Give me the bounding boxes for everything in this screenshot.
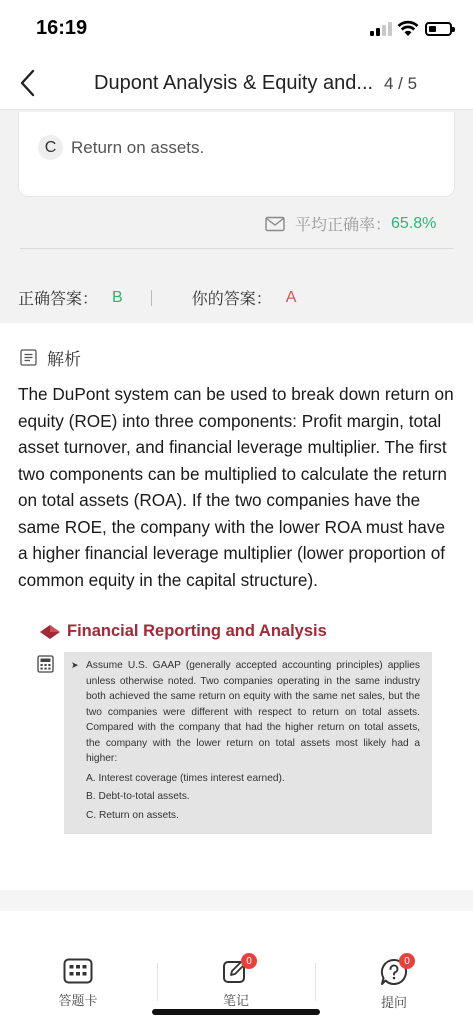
tab-divider (315, 963, 316, 1001)
tab-ask-label: 提问 (380, 995, 407, 1010)
source-header (38, 622, 327, 641)
explanation-text: The DuPont system can be used to break down return on equity (ROE) into three components: Profit margin, total asset turnover, and financial leverage multiplier. The first two components can be multiplied to calculate the return on total assets (ROA). If the two companies have the same ROE, the company with the lower ROA must have a higher financial leverage multiplier (lower proportion of common equity in the capital structure). (18, 384, 454, 590)
battery-icon (425, 22, 452, 36)
average-accuracy (265, 212, 436, 235)
source-choice-b: B. Debt-to-total assets. (86, 791, 190, 802)
calculator-icon (37, 655, 54, 673)
tab-divider (157, 963, 158, 1001)
status-bar (0, 0, 473, 54)
your-answer: A (285, 288, 297, 306)
accuracy-value: 65.8% (391, 214, 437, 232)
analysis-icon (20, 349, 37, 366)
analysis-header (20, 345, 81, 370)
source-question-box (64, 652, 432, 834)
source-choice-a: A. Interest coverage (times interest earned). (86, 772, 285, 784)
home-indicator (152, 1009, 320, 1015)
option-letter: C (38, 135, 63, 160)
nav-bar (0, 54, 473, 110)
page-title: Dupont Analysis & Equity and... (94, 72, 374, 94)
source-question: Assume U.S. GAAP (generally accepted accounting principles) applies unless otherwise noted. Two companies operating in the same industry both achieved the same return on equity with the same net sales, but the two companies were different with respect to return on total assets. Compared with the company that had the higher return on total assets, the company with the lower return on total assets most likely had a higher: (86, 660, 420, 764)
cellular-signal-icon (370, 22, 392, 36)
status-time: 16:19 (36, 17, 88, 39)
arrow-bullet-icon: ➤ (71, 660, 79, 670)
answer-row (18, 286, 296, 309)
divider (20, 248, 453, 249)
diamond-icon (38, 624, 62, 640)
chevron-left-icon (12, 66, 46, 100)
source-choice-c: C. Return on assets. (86, 809, 179, 821)
tab-notes[interactable] (186, 958, 286, 1016)
analysis-title: 解析 (47, 350, 81, 369)
tab-answer-card-label: 答题卡 (58, 993, 98, 1008)
your-answer-label: 你的答案： (191, 291, 272, 308)
tab-ask[interactable] (344, 958, 444, 1016)
wifi-icon (397, 20, 419, 37)
tab-answer-card[interactable] (28, 958, 128, 1016)
back-button[interactable] (12, 66, 46, 100)
option-text: Return on assets. (71, 137, 205, 157)
option-c[interactable] (38, 135, 204, 160)
tab-notes-label: 笔记 (222, 993, 249, 1008)
notes-badge: 0 (241, 953, 257, 969)
source-title: Financial Reporting and Analysis (67, 622, 327, 640)
bottom-separator (0, 890, 473, 911)
correct-answer-label: 正确答案： (18, 291, 99, 308)
correct-answer: B (112, 288, 123, 306)
accuracy-label: 平均正确率： (295, 217, 392, 234)
page-indicator: 4 / 5 (384, 74, 418, 93)
answer-card-icon (63, 958, 93, 984)
answer-divider (151, 290, 152, 306)
mail-icon (265, 216, 285, 232)
ask-badge: 0 (399, 953, 415, 969)
